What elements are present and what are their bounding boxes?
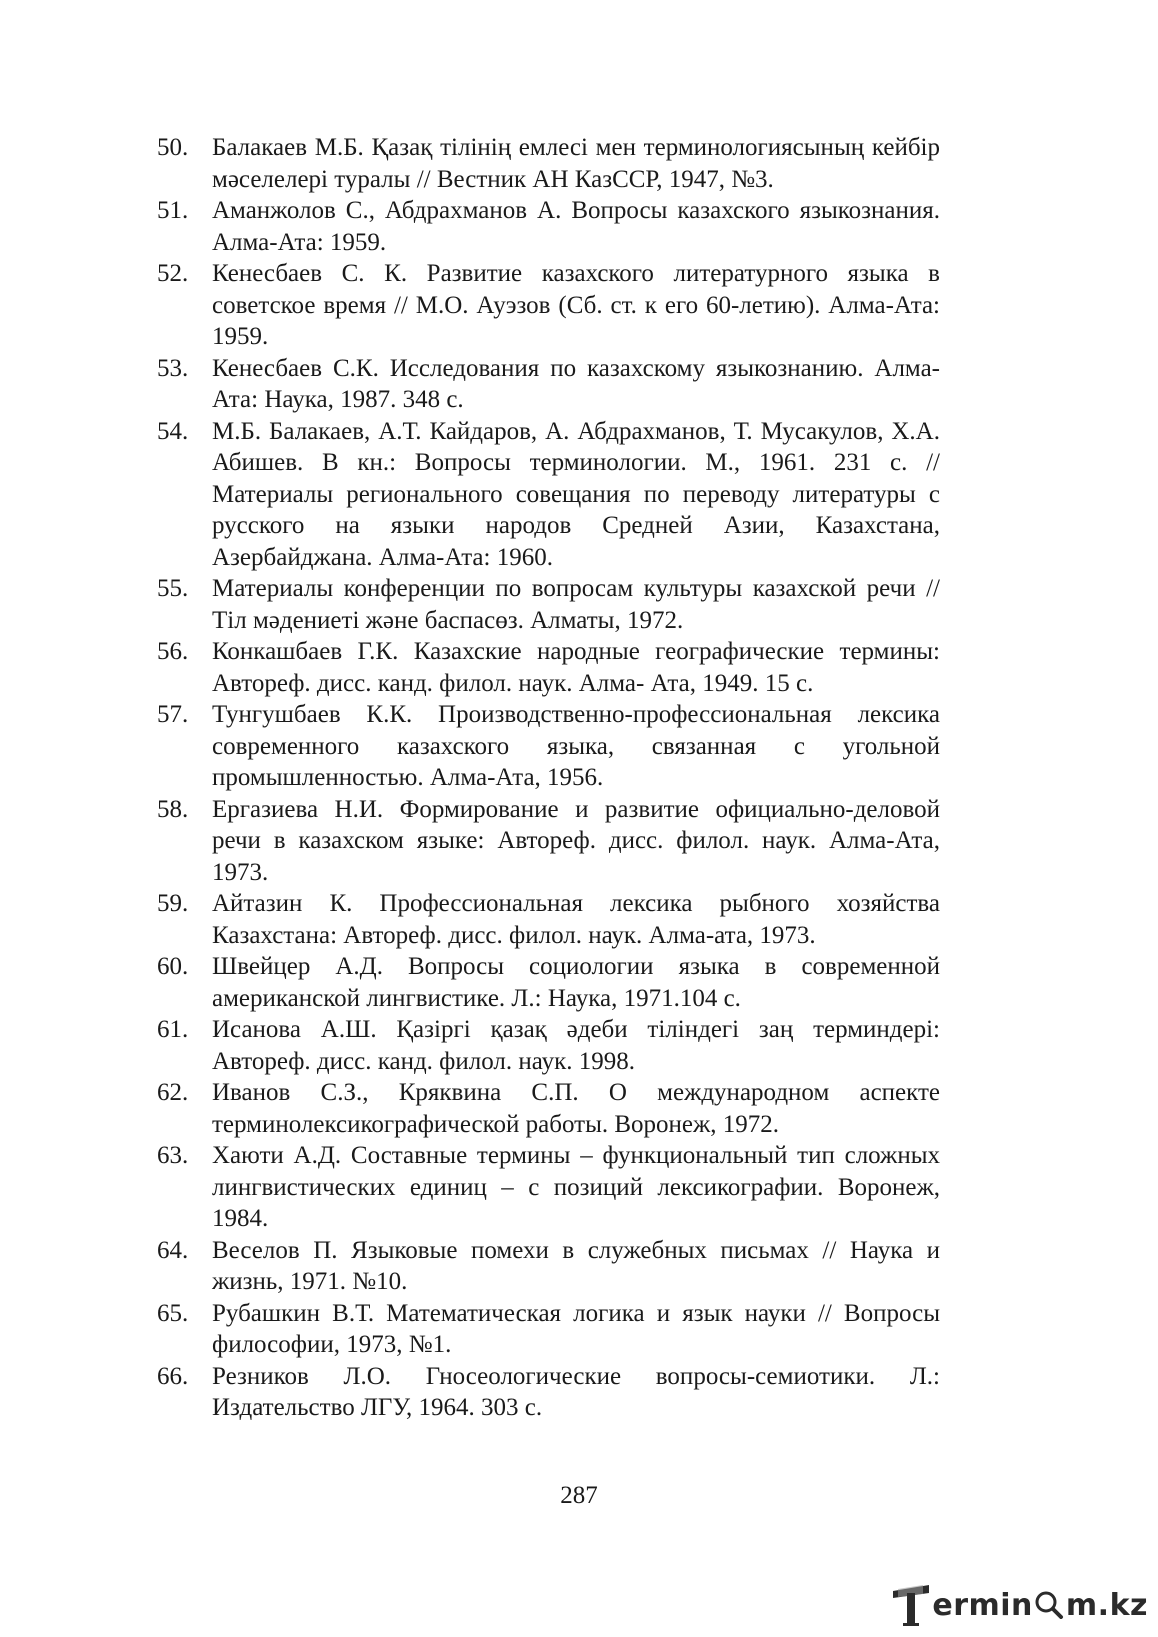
reference-number: 61. — [157, 1016, 189, 1043]
reference-number: 62. — [157, 1079, 189, 1106]
reference-text: Кенесбаев С. К. Развитие казахского литературного языка в советское время // М.О. Ауэзов (Сб. ст. к его 60-летию). Алма-Ата: 1959. — [212, 260, 940, 350]
reference-item — [157, 573, 940, 636]
reference-item — [157, 1077, 940, 1140]
watermark-text-after: m.kz — [1065, 1588, 1148, 1623]
reference-number: 56. — [157, 638, 189, 665]
reference-item — [157, 195, 940, 258]
reference-item — [157, 951, 940, 1014]
reference-list — [157, 132, 940, 1424]
reference-item — [157, 1235, 940, 1298]
reference-text: Швейцер А.Д. Вопросы социологии языка в современной американской лингвистике. Л.: Наука, 1971.104 с. — [212, 953, 940, 1012]
reference-number: 51. — [157, 197, 189, 224]
reference-number: 57. — [157, 701, 189, 728]
magnifier-o-icon — [1034, 1589, 1064, 1623]
watermark-text-before: ermin — [932, 1588, 1033, 1623]
site-watermark — [893, 1582, 1148, 1630]
reference-text: Айтазин К. Профессиональная лексика рыбного хозяйства Казахстана: Автореф. дисс. филол. наук. Алма-ата, 1973. — [212, 890, 940, 949]
reference-number: 50. — [157, 134, 189, 161]
reference-number: 54. — [157, 417, 189, 445]
reference-item — [157, 416, 940, 574]
reference-number: 53. — [157, 354, 189, 382]
reference-number: 65. — [157, 1299, 189, 1327]
reference-text: Рубашкин В.Т. Математическая логика и язык науки // Вопросы философии, 1973, №1. — [212, 1299, 940, 1358]
reference-number: 64. — [157, 1236, 189, 1264]
reference-number: 60. — [157, 953, 189, 980]
reference-item — [157, 132, 940, 195]
reference-item — [157, 636, 940, 699]
reference-item — [157, 699, 940, 794]
reference-text: Резников Л.О. Гносеологические вопросы-семиотики. Л.: Издательство ЛГУ, 1964. 303 с. — [212, 1362, 940, 1421]
reference-text: Конкашбаев Г.К. Казахские народные географические термины: Автореф. дисс. канд. филол. наук. Алма- Ата, 1949. 15 с. — [212, 638, 940, 697]
reference-item — [157, 1014, 940, 1077]
reference-item — [157, 1361, 940, 1424]
reference-item — [157, 353, 940, 416]
reference-text: Ергазиева Н.И. Формирование и развитие официально-деловой речи в казахском языке: Автореф. дисс. филол. наук. Алма-Ата, 1973. — [212, 795, 940, 886]
reference-item — [157, 1140, 940, 1235]
reference-item — [157, 794, 940, 889]
t-logo-icon — [893, 1585, 931, 1627]
reference-text: Тунгушбаев К.К. Производственно-профессиональная лексика современного казахского языка, связанная с угольной промышленностью. Алма-Ата, 1956. — [212, 701, 940, 791]
reference-text: М.Б. Балакаев, А.Т. Кайдаров, А. Абдрахманов, Т. Мусакулов, Х.А. Абишев. В кн.: Вопросы терминологии. М., 1961. 231 с. // Материалы регионального совещания по переводу литературы с русского на языки народов Средней Азии, Казахстана, Азербайджана. Алма-Ата: 1960. — [212, 417, 940, 571]
reference-text: Материалы конференции по вопросам культуры казахской речи // Тіл мәдениеті және баспасөз. Алматы, 1972. — [212, 575, 940, 634]
reference-number: 63. — [157, 1142, 189, 1169]
reference-text: Балакаев М.Б. Қазақ тілінің емлесі мен терминологиясының кейбір мәселелері туралы // Вестник АН КазССР, 1947, №3. — [212, 134, 940, 193]
reference-text: Аманжолов С., Абдрахманов А. Вопросы казахского языкознания. Алма-Ата: 1959. — [212, 197, 940, 256]
reference-text: Хаюти А.Д. Составные термины – функциональный тип сложных лингвистических единиц – с позиций лексикографии. Воронеж, 1984. — [212, 1142, 940, 1232]
reference-number: 58. — [157, 795, 189, 823]
reference-number: 55. — [157, 575, 189, 602]
reference-text: Веселов П. Языковые помехи в служебных письмах // Наука и жизнь, 1971. №10. — [212, 1236, 940, 1295]
reference-item — [157, 1298, 940, 1361]
reference-text: Исанова А.Ш. Қазіргі қазақ әдеби тіліндегі заң терминдері: Автореф. дисс. канд. филол. наук. 1998. — [212, 1016, 940, 1075]
reference-number: 66. — [157, 1362, 189, 1390]
reference-text: Иванов С.З., Кряквина С.П. О международном аспекте терминолексикографической работы. Воронеж, 1972. — [212, 1079, 940, 1138]
reference-number: 52. — [157, 260, 189, 287]
reference-item — [157, 258, 940, 353]
reference-number: 59. — [157, 890, 189, 917]
page-number: 287 — [560, 1482, 598, 1509]
reference-text: Кенесбаев С.К. Исследования по казахскому языкознанию. Алма-Ата: Наука, 1987. 348 с. — [212, 354, 940, 413]
reference-item — [157, 888, 940, 951]
